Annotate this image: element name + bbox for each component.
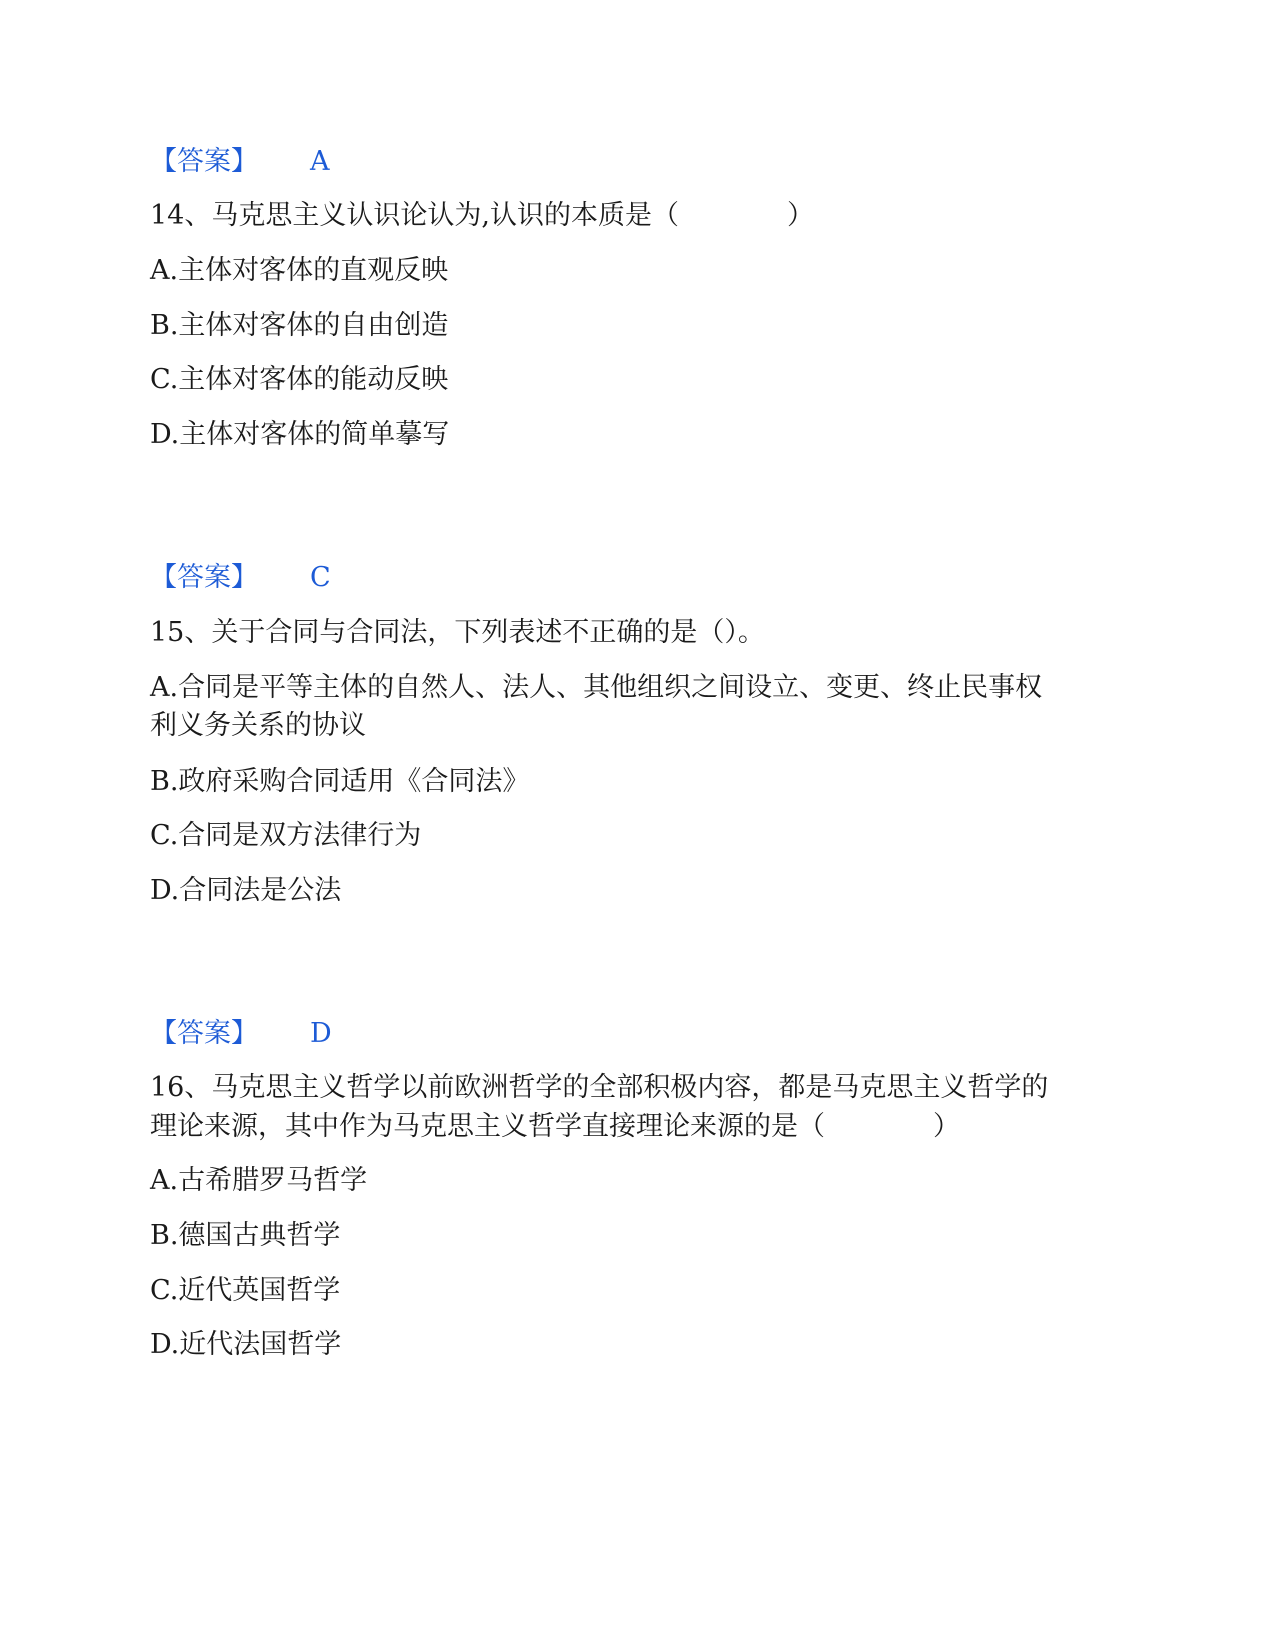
answer-value: D bbox=[310, 1018, 332, 1049]
question-text: 14、马克思主义认识论认为,认识的本质是（ ） bbox=[150, 200, 814, 231]
answer-value: A bbox=[310, 146, 330, 177]
option-c: C.合同是双方法律行为 bbox=[150, 820, 422, 851]
question-text: 15、关于合同与合同法，下列表述不正确的是（）。 bbox=[150, 617, 765, 648]
answer-line bbox=[150, 561, 331, 595]
answer-value: C bbox=[310, 562, 331, 593]
answer-label: 【答案】 bbox=[150, 562, 258, 593]
option-c: C.主体对客体的能动反映 bbox=[150, 364, 449, 395]
question-text-line-1: 16、马克思主义哲学以前欧洲哲学的全部积极内容，都是马克思主义哲学的 bbox=[150, 1072, 1049, 1103]
question-text-line-2: 理论来源，其中作为马克思主义哲学直接理论来源的是（ ） bbox=[150, 1111, 960, 1142]
option-b: B.德国古典哲学 bbox=[150, 1220, 341, 1251]
option-a: A.主体对客体的直观反映 bbox=[150, 255, 449, 286]
answer-line bbox=[150, 1017, 332, 1051]
option-d: D.主体对客体的简单摹写 bbox=[150, 419, 450, 450]
option-b: B.政府采购合同适用《合同法》 bbox=[150, 766, 530, 797]
option-a-line-1: A.合同是平等主体的自然人、法人、其他组织之间设立、变更、终止民事权 bbox=[150, 672, 1043, 703]
option-c: C.近代英国哲学 bbox=[150, 1275, 341, 1306]
answer-line bbox=[150, 145, 330, 179]
option-a: A.古希腊罗马哲学 bbox=[150, 1165, 368, 1196]
answer-label: 【答案】 bbox=[150, 1018, 258, 1049]
answer-label: 【答案】 bbox=[150, 146, 258, 177]
option-d: D.合同法是公法 bbox=[150, 875, 342, 906]
option-b: B.主体对客体的自由创造 bbox=[150, 310, 449, 341]
option-a-line-2: 利义务关系的协议 bbox=[150, 710, 366, 741]
option-d: D.近代法国哲学 bbox=[150, 1329, 342, 1360]
